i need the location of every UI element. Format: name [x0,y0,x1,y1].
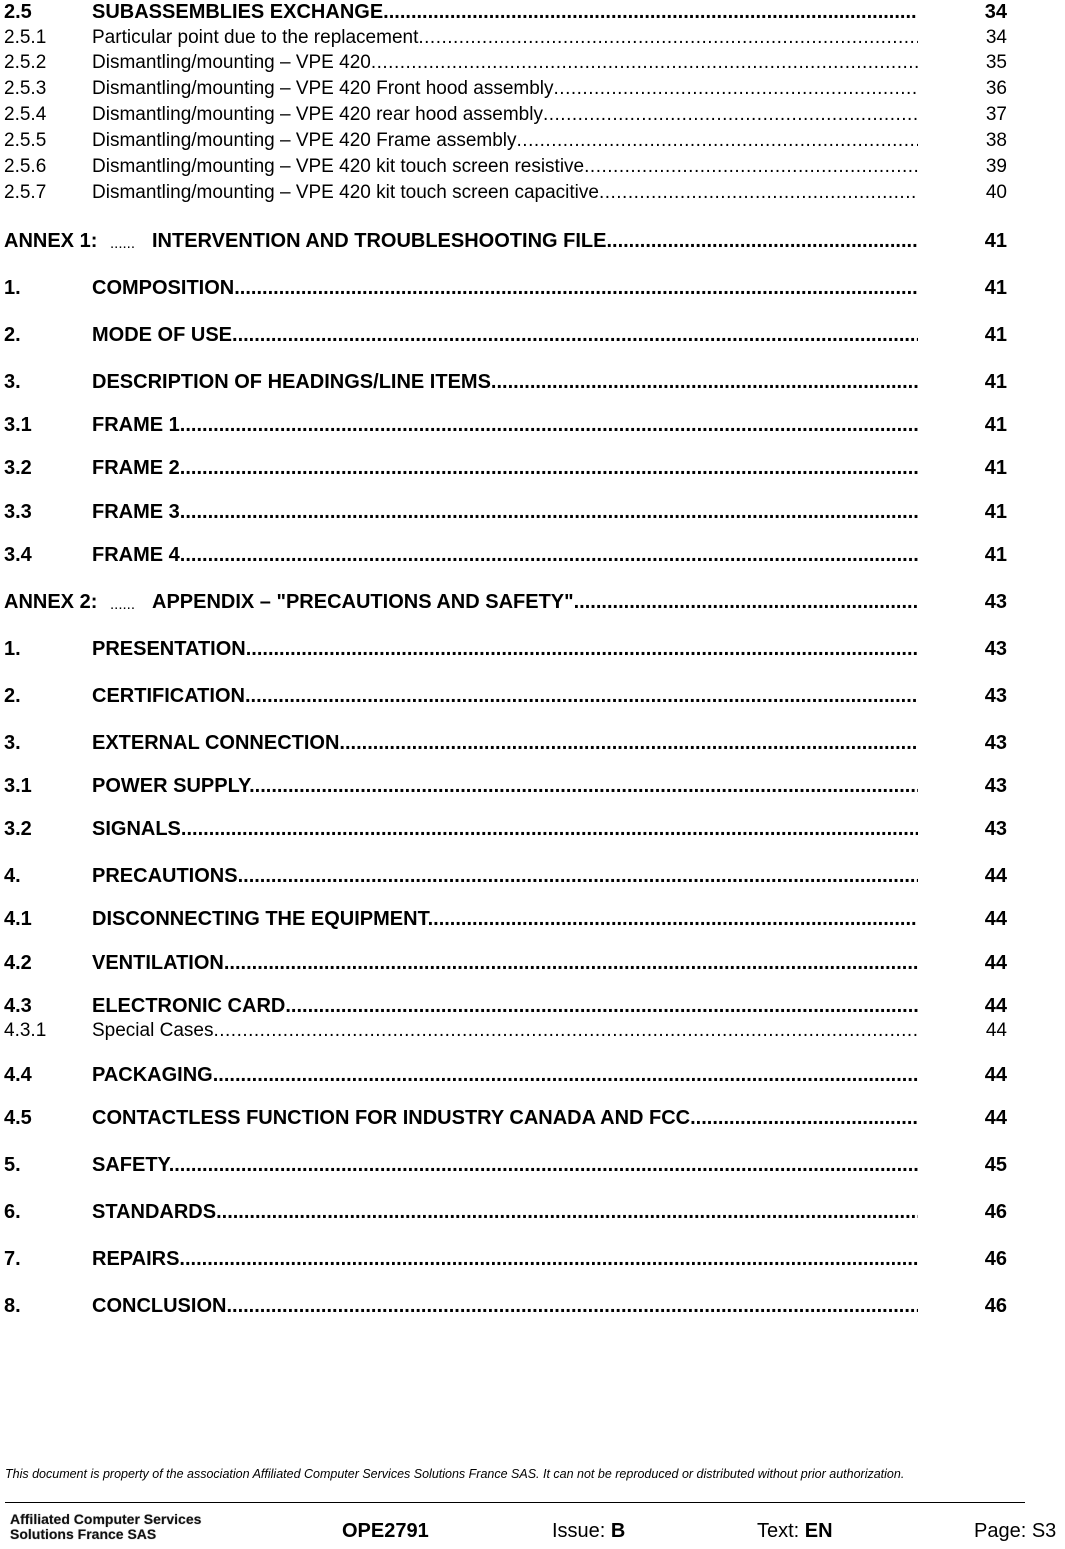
toc-entry-page: 41 [984,230,1007,252]
toc-entry-title [92,325,918,345]
toc-entry-title [92,79,918,98]
toc-entry-title-text: PRECAUTIONS [92,866,238,886]
toc-entry-title [92,131,918,150]
toc-entry-title-text: POWER SUPPLY [92,776,250,796]
toc-entry-title-text: Particular point due to the replacement [92,28,419,47]
toc-entry-title [92,819,918,839]
toc-entry-title-text: MODE OF USE [92,325,233,345]
issue-label: Issue: [552,1520,611,1542]
toc-entry-page: 41 [984,544,1007,566]
toc-entry-title-text: SUBASSEMBLIES EXCHANGE [92,2,384,22]
toc-entry-page: 44 [984,1107,1007,1129]
toc-entry-title-text: SAFETY [92,1155,169,1175]
toc-entry-number: 2.5.6 [4,156,47,177]
toc-entry-title [92,686,918,706]
toc-entry-title [92,2,918,22]
toc-entry-number: 3. [4,371,21,393]
page-value: S3 [1031,1520,1057,1542]
toc-entry-page: 44 [984,995,1007,1017]
toc-entry-page: 38 [985,130,1007,151]
toc-entry-title [92,502,918,522]
toc-entry-title-text: FRAME 4 [92,545,180,565]
toc-entry-title-text: SIGNALS [92,819,181,839]
toc-entry-title [92,1021,918,1040]
toc-entry-number: 8. [4,1295,21,1317]
toc-entry-number: 3. [4,732,21,754]
toc-entry-number: 4.2 [4,952,32,974]
toc-entry-page: 44 [984,952,1007,974]
toc-entry-title-text: ELECTRONIC CARD [92,996,286,1016]
copyright-notice: This document is property of the association Affiliated Computer Services Solutions France SAS. It can not be reproduced or distributed without prior authorization. [5,1467,905,1481]
toc-entry-page: 36 [985,78,1007,99]
toc-entry-title-text: CONCLUSION [92,1296,227,1316]
toc-entry-title [92,866,918,886]
toc-entry-title-text: Special Cases [92,1021,214,1040]
toc-entry-number: 5. [4,1154,21,1176]
toc-entry-page: 44 [984,865,1007,887]
toc-entry-number: 4.4 [4,1064,32,1086]
logo-line-2: Solutions France SAS [10,1526,157,1542]
toc-leader-dots: ...... [110,235,136,252]
toc-entry-title [92,1065,918,1085]
toc-entry-title [92,953,918,973]
toc-entry-title [92,28,918,47]
toc-entry-title [92,183,918,202]
toc-entry-title-text: Dismantling/mounting – VPE 420 rear hood assembly [92,105,543,124]
toc-entry-number: 1. [4,277,21,299]
toc-entry-title [92,545,918,565]
toc-entry-number: 2. [4,324,21,346]
toc-entry-number: 3.1 [4,414,32,436]
toc-entry-title [92,1296,918,1316]
toc-entry-title-text: Dismantling/mounting – VPE 420 Frame assembly [92,131,517,150]
text-language-field [757,1520,833,1543]
toc-entry-title-text: PRESENTATION [92,639,246,659]
toc-entry-title-text: DISCONNECTING THE EQUIPMENT [92,909,428,929]
toc-entry-title-text: INTERVENTION AND TROUBLESHOOTING FILE [152,231,607,251]
toc-entry-number: 3.2 [4,818,32,840]
issue-field [552,1520,625,1543]
toc-entry-title [152,231,918,251]
document-reference-value: OPE2791 [342,1520,429,1542]
toc-entry-page: 43 [984,775,1007,797]
toc-entry-number: 2.5.3 [4,78,47,99]
toc-entry-page: 39 [985,156,1007,177]
text-label: Text: [757,1520,805,1542]
toc-entry-page: 43 [984,732,1007,754]
company-logo [10,1512,215,1546]
toc-entry-number: 3.4 [4,544,32,566]
text-value: EN [804,1520,833,1542]
toc-entry-title-text: COMPOSITION [92,278,235,298]
toc-entry-title-text: Dismantling/mounting – VPE 420 [92,53,371,72]
toc-entry-page: 43 [984,591,1007,613]
toc-entry-page: 43 [984,685,1007,707]
toc-entry-title [92,278,918,298]
toc-entry-number: 2.5.7 [4,182,47,203]
toc-entry-title-text: STANDARDS [92,1202,217,1222]
toc-entry-number: 3.2 [4,457,32,479]
page-footer [0,1506,1065,1549]
toc-entry-title-text: Dismantling/mounting – VPE 420 kit touch screen resistive [92,157,585,176]
toc-entry-title-text: VENTILATION [92,953,224,973]
toc-entry-page: 45 [984,1154,1007,1176]
toc-entry-page: 44 [984,1064,1007,1086]
toc-entry-title [92,996,918,1016]
toc-entry-title-text: CONTACTLESS FUNCTION FOR INDUSTRY CANADA AND FCC [92,1108,691,1128]
toc-entry-number: 4.5 [4,1107,32,1129]
toc-entry-number: 2.5 [4,1,32,23]
footer-divider [5,1502,1025,1503]
toc-entry-title [92,639,918,659]
toc-entry-title [92,105,918,124]
toc-entry-page: 41 [984,457,1007,479]
toc-entry-number: 2.5.4 [4,104,47,125]
toc-leader-dots: ...... [110,596,136,613]
toc-entry-number: 1. [4,638,21,660]
toc-entry-title [92,1249,918,1269]
toc-entry-page: 41 [984,277,1007,299]
toc-entry-number: 7. [4,1248,21,1270]
toc-entry-page: 41 [984,501,1007,523]
toc-entry-title-text: PACKAGING [92,1065,213,1085]
toc-entry-title [92,157,918,176]
toc-entry-page: 44 [985,1020,1007,1041]
toc-entry-page: 46 [984,1248,1007,1270]
toc-entry-page: 35 [985,52,1007,73]
toc-entry-page: 34 [985,27,1007,48]
toc-entry-page: 46 [984,1295,1007,1317]
toc-entry-number: 2.5.1 [4,27,47,48]
toc-entry-title-text: Dismantling/mounting – VPE 420 kit touch screen capacitive [92,183,599,202]
toc-entry-title [92,1202,918,1222]
toc-entry-title [92,1108,918,1128]
toc-entry-title-text: CERTIFICATION [92,686,245,706]
toc-entry-title [92,733,918,753]
toc-entry-title [92,53,918,72]
toc-entry-number: 4.1 [4,908,32,930]
page-number-field [974,1520,1056,1543]
toc-entry-title [92,776,918,796]
toc-entry-number: 2.5.5 [4,130,47,151]
toc-entry-title-text: Dismantling/mounting – VPE 420 Front hood assembly [92,79,554,98]
toc-entry-title [152,592,918,612]
toc-entry-number: ANNEX 2: [4,591,98,613]
toc-entry-title [92,415,918,435]
toc-entry-page: 41 [984,324,1007,346]
toc-entry-number: ANNEX 1: [4,230,98,252]
toc-entry-number: 4.3 [4,995,32,1017]
logo-line-1: Affiliated Computer Services [10,1511,202,1527]
toc-entry-page: 44 [984,908,1007,930]
toc-entry-title-text: FRAME 2 [92,458,180,478]
toc-entry-page: 40 [985,182,1007,203]
toc-entry-title-text: REPAIRS [92,1249,180,1269]
toc-entry-title-text: FRAME 3 [92,502,180,522]
toc-entry-page: 46 [984,1201,1007,1223]
toc-entry-page: 41 [984,371,1007,393]
toc-entry-number: 2.5.2 [4,52,47,73]
toc-entry-title-text: EXTERNAL CONNECTION [92,733,340,753]
toc-entry-page: 43 [984,638,1007,660]
toc-entry-number: 3.1 [4,775,32,797]
toc-entry-page: 43 [984,818,1007,840]
document-reference [342,1520,429,1543]
toc-entry-number: 2. [4,685,21,707]
toc-entry-number: 6. [4,1201,21,1223]
toc-entry-title-text: DESCRIPTION OF HEADINGS/LINE ITEMS [92,372,491,392]
toc-entry-page: 34 [984,1,1007,23]
toc-entry-page: 37 [985,104,1007,125]
toc-entry-number: 4. [4,865,21,887]
toc-entry-number: 4.3.1 [4,1020,47,1041]
toc-entry-page: 41 [984,414,1007,436]
issue-value: B [610,1520,626,1542]
toc-entry-title [92,372,918,392]
toc-entry-title-text: FRAME 1 [92,415,180,435]
toc-entry-title [92,458,918,478]
page-label: Page: [974,1520,1032,1542]
toc-entry-title [92,1155,918,1175]
toc-entry-number: 3.3 [4,501,32,523]
toc-entry-title-text: APPENDIX – "PRECAUTIONS AND SAFETY" [152,592,574,612]
toc-entry-title [92,909,918,929]
